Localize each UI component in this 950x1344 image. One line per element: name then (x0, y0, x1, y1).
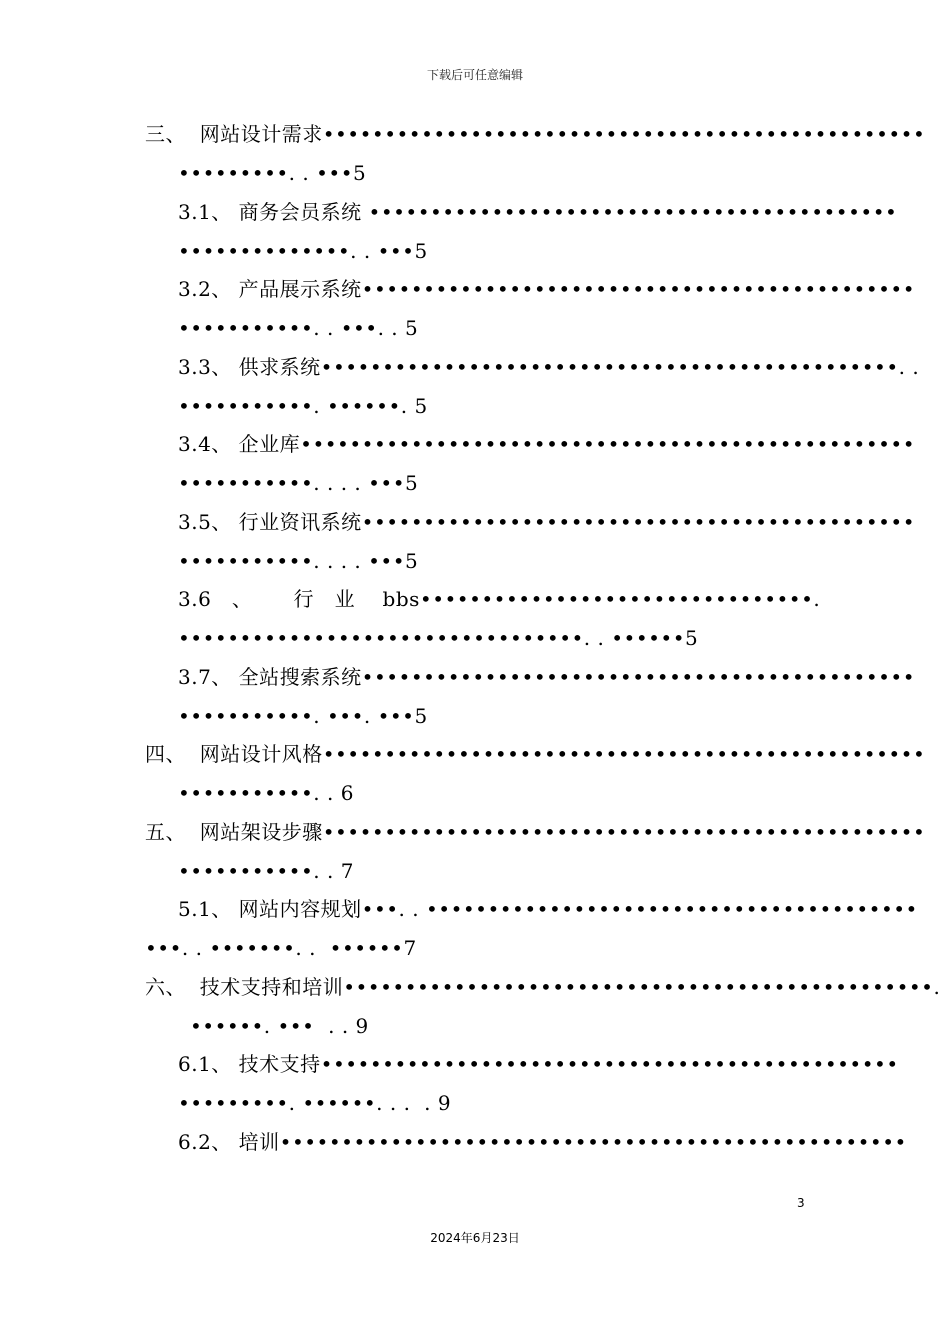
page-number: 3 (797, 1196, 805, 1210)
toc-entry-continuation: •••. . •••••••. . ••••••7 (145, 936, 417, 960)
toc-entry-line[interactable]: 六、 技术支持和培训••••••••••••••••••••••••••••••••••••••••••••••••. (145, 975, 941, 999)
toc-entry-line[interactable]: 3.1、 商务会员系统 ••••••••••••••••••••••••••••••••••••••••••• (178, 200, 898, 224)
toc-entry-line[interactable]: 3.5、 行业资讯系统••••••••••••••••••••••••••••••••••••••••••••• (178, 510, 916, 534)
toc-entry-continuation: •••••••••••. . . . •••5 (178, 549, 419, 573)
toc-entry-line[interactable]: 3.3、 供求系统•••••••••••••••••••••••••••••••••••••••••••••••. . (178, 355, 920, 379)
toc-entry-continuation: •••••••••••. . 6 (178, 781, 354, 805)
toc-entry-continuation: •••••••••••. •••. •••5 (178, 704, 428, 728)
toc-entry-line[interactable]: 三、 网站设计需求••••••••••••••••••••••••••••••••••••••••••••••••• (145, 122, 926, 146)
toc-entry-continuation: •••••••••••. . 7 (178, 859, 354, 883)
toc-entry-line[interactable]: 5.1、 网站内容规划•••. . •••••••••••••••••••••••••••••••••••••••• (178, 897, 918, 921)
page-header: 下载后可任意编辑 (426, 68, 523, 82)
toc-entry-line[interactable]: 五、 网站架设步骤••••••••••••••••••••••••••••••••••••••••••••••••• (145, 820, 926, 844)
toc-entry-continuation: ••••••••••••••. . •••5 (178, 239, 428, 263)
toc-entry-line[interactable]: 3.4、 企业库•••••••••••••••••••••••••••••••••••••••••••••••••• (178, 432, 916, 456)
toc-entry-continuation: •••••••••. ••••••. . . . 9 (178, 1091, 452, 1115)
toc-entry-continuation: •••••••••. . •••5 (178, 161, 367, 185)
toc-entry-line[interactable]: 3.2、 产品展示系统••••••••••••••••••••••••••••••••••••••••••••• (178, 277, 916, 301)
toc-entry-continuation: ••••••. ••• . . 9 (190, 1014, 369, 1038)
toc-entry-continuation: •••••••••••. ••••••. 5 (178, 394, 428, 418)
toc-entry-line[interactable]: 四、 网站设计风格••••••••••••••••••••••••••••••••••••••••••••••••• (145, 742, 926, 766)
toc-entry-line[interactable]: 3.6 、 行 业 bbs••••••••••••••••••••••••••••••••. (178, 587, 821, 611)
toc-entry-continuation: •••••••••••••••••••••••••••••••••. . ••••••5 (178, 626, 699, 650)
toc-entry-continuation: •••••••••••. . •••. . 5 (178, 316, 419, 340)
toc-entry-line[interactable]: 3.7、 全站搜索系统••••••••••••••••••••••••••••••••••••••••••••• (178, 665, 916, 689)
page-footer-date: 2024年6月23日 (430, 1231, 520, 1245)
toc-entry-line[interactable]: 6.1、 技术支持••••••••••••••••••••••••••••••••••••••••••••••• (178, 1052, 899, 1076)
toc-entry-line[interactable]: 6.2、 培训••••••••••••••••••••••••••••••••••••••••••••••••••• (178, 1130, 907, 1154)
toc-entry-continuation: •••••••••••. . . . •••5 (178, 471, 419, 495)
